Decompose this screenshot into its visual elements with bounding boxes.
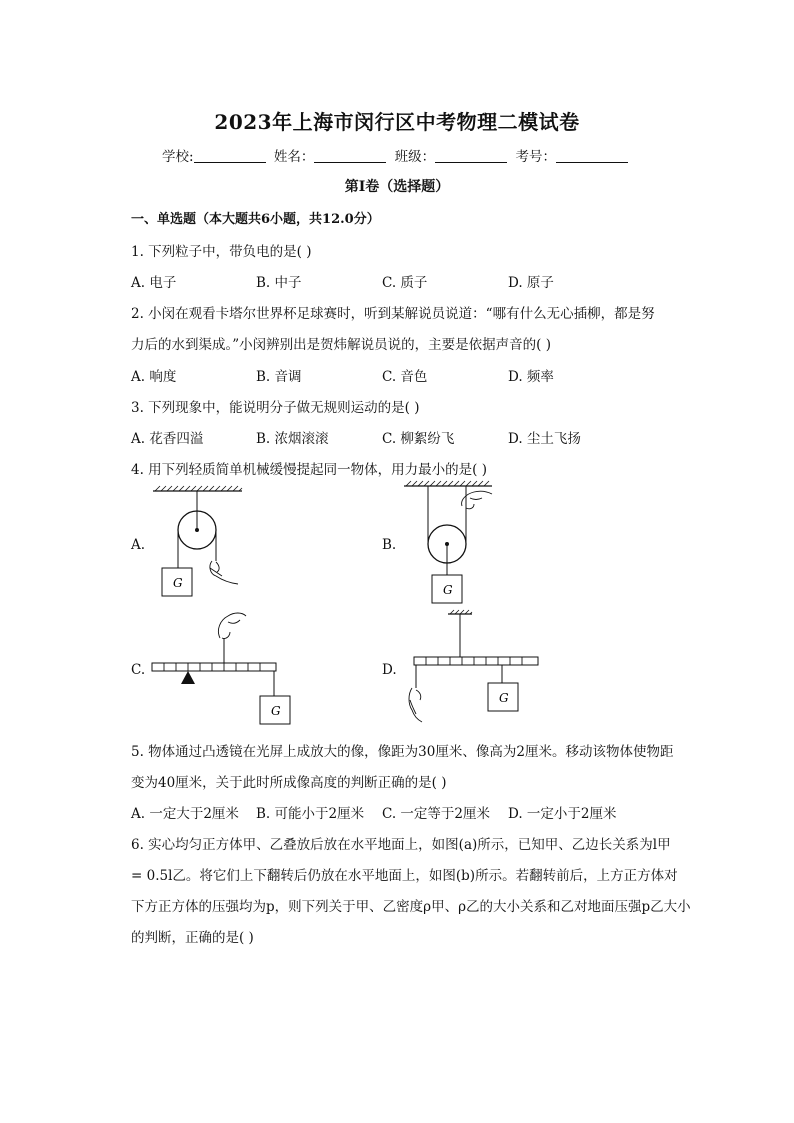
q1-option-b[interactable]: B. 中子 xyxy=(256,275,302,291)
q5-option-a[interactable]: A. 一定大于2厘米 xyxy=(131,806,239,822)
q2-option-d[interactable]: D. 频率 xyxy=(508,369,554,385)
q1-option-a[interactable]: A. 电子 xyxy=(131,275,177,291)
exam-no-blank[interactable] xyxy=(556,148,628,163)
question-6-line-2: = 0.5l乙。将它们上下翻转后仍放在水平地面上，如图(b)所示。若翻转前后，上方正方体对 xyxy=(131,868,678,884)
fixed-pulley-diagram xyxy=(150,486,250,601)
q4-option-d-label[interactable]: D. xyxy=(382,662,397,678)
student-info-line xyxy=(0,145,794,165)
question-2-line-1: 2. 小闵在观看卡塔尔世界杯足球赛时，听到某解说员说道：“哪有什么无心插柳，都是努 xyxy=(131,306,655,322)
question-6-line-1: 6. 实心均匀正方体甲、乙叠放后放在水平地面上，如图(a)所示，已知甲、乙边长关系为l甲 xyxy=(131,837,671,853)
question-4-stem: 4. 用下列轻质简单机械缓慢提起同一物体，用力最小的是( ) xyxy=(131,462,487,478)
weight-label: G xyxy=(499,691,509,705)
question-1-stem: 1. 下列粒子中，带负电的是( ) xyxy=(131,244,312,260)
exam-no-label: 考号： xyxy=(515,149,556,165)
section-heading: 一、单选题（本大题共6小题，共12.0分） xyxy=(131,212,380,227)
q1-option-d[interactable]: D. 原子 xyxy=(508,275,554,291)
question-2-line-2: 力后的水到渠成。”小闵辨别出是贺炜解说员说的，主要是依据声音的( ) xyxy=(131,337,551,353)
q5-option-b[interactable]: B. 可能小于2厘米 xyxy=(256,806,365,822)
q3-option-c[interactable]: C. 柳絮纷飞 xyxy=(382,431,455,447)
weight-label: G xyxy=(443,583,453,597)
q3-option-b[interactable]: B. 浓烟滚滚 xyxy=(256,431,329,447)
weight-label: G xyxy=(173,576,183,590)
class-blank[interactable] xyxy=(435,148,507,163)
question-5-line-1: 5. 物体通过凸透镜在光屏上成放大的像，像距为30厘米、像高为2厘米。移动该物体使物距 xyxy=(131,744,674,760)
q1-option-c[interactable]: C. 质子 xyxy=(382,275,428,291)
name-label: 姓名： xyxy=(273,149,315,165)
question-5-line-2: 变为40厘米，关于此时所成像高度的判断正确的是( ) xyxy=(131,775,447,791)
question-6-line-4: 的判断，正确的是( ) xyxy=(131,930,254,946)
q5-option-d[interactable]: D. 一定小于2厘米 xyxy=(508,806,617,822)
class-label: 班级： xyxy=(394,149,436,165)
question-3-stem: 3. 下列现象中，能说明分子做无规则运动的是( ) xyxy=(131,400,420,416)
weight-label: G xyxy=(271,704,281,718)
movable-pulley-diagram xyxy=(402,480,497,605)
question-6-line-3: 下方正方体的压强均为p，则下列关于甲、乙密度ρ甲、ρ乙的大小关系和乙对地面压强p乙大小 xyxy=(131,899,691,915)
q3-option-a[interactable]: A. 花香四溢 xyxy=(131,431,204,447)
lever-diagram-c xyxy=(150,608,295,726)
q4-option-a-label[interactable]: A. xyxy=(131,537,146,553)
volume-title: 第I卷（选择题） xyxy=(344,179,450,195)
page-title: 2023年上海市闵行区中考物理二模试卷 xyxy=(214,110,580,134)
q3-option-d[interactable]: D. 尘土飞扬 xyxy=(508,431,581,447)
q2-option-a[interactable]: A. 响度 xyxy=(131,369,177,385)
q2-option-b[interactable]: B. 音调 xyxy=(256,369,302,385)
q4-option-b-label[interactable]: B. xyxy=(382,537,397,553)
name-blank[interactable] xyxy=(314,148,386,163)
lever-diagram-d xyxy=(402,610,542,728)
q2-option-c[interactable]: C. 音色 xyxy=(382,369,428,385)
q5-option-c[interactable]: C. 一定等于2厘米 xyxy=(382,806,491,822)
school-label: 学校: xyxy=(162,149,194,165)
q4-option-c-label[interactable]: C. xyxy=(131,662,146,678)
school-blank[interactable] xyxy=(194,148,266,163)
